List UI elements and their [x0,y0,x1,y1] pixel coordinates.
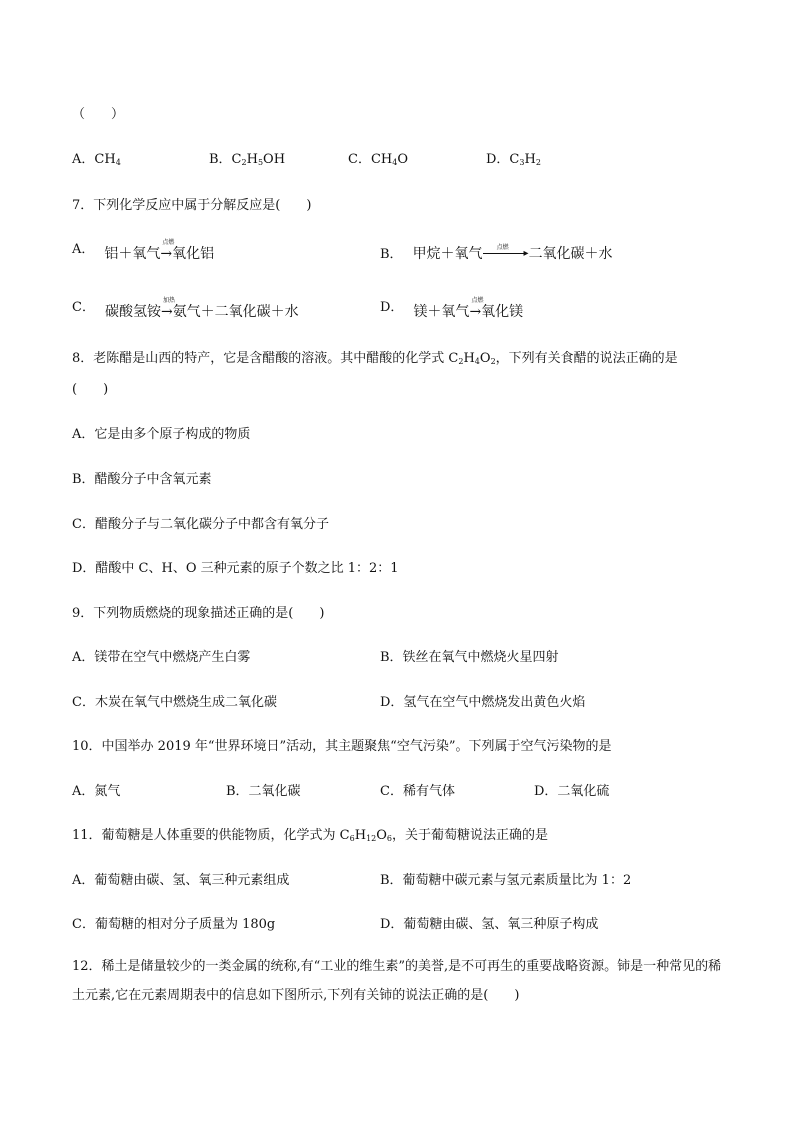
q7-option-c: C． 碳酸氢铵 加热 →氨气＋二氧化碳＋水 [72,297,299,320]
q10-option-b: B．二氧化碳 [226,784,301,799]
q8-option-d: D．醋酸中 C、H、O 三种元素的原子个数之比 1：2：1 [72,561,399,576]
q7-option-a: A． 铝＋氧气 点燃 →氧化铝 [72,239,215,262]
q11-option-d: D．葡萄糖由碳、氢、氧三种原子构成 [380,917,599,932]
q11-option-a: A．葡萄糖由碳、氢、氧三种元素组成 [72,873,290,888]
q8-stem-blank: ( ) [72,382,109,397]
q10-option-a: A．氮气 [72,784,121,799]
q7-stem: 7．下列化学反应中属于分解反应是( ) [72,198,312,213]
q11-option-c: C．葡萄糖的相对分子质量为 180g [72,917,276,932]
q7-option-b-arrow: ▸ 点燃 [483,249,529,259]
q9-option-c: C．木炭在氧气中燃烧生成二氧化碳 [72,695,277,710]
q9-stem: 9．下列物质燃烧的现象描述正确的是( ) [72,606,325,621]
q6-option-c: C．$CH_4O$ [348,152,408,167]
q8-option-b: B．醋酸分子中含氧元素 [72,472,212,487]
q10-option-d: D．二氧化硫 [534,784,610,799]
q8-option-a: A．它是由多个原子构成的物质 [72,427,251,442]
q10-stem: 10．中国举办 2019 年“世界环境日”活动，其主题聚焦“空气污染”。下列属于空气污染物的是 [72,739,612,754]
q12-stem: 12．稀土是储量较少的一类金属的统称,有“工业的维生素”的美誉,是不可再生的重要战略资源。铈是一种常见的稀土元素,它在元素周期表中的信息如下图所示,下列有关铈的说法正确的是( ) [72,959,722,1003]
q6-option-a: A．$CH_4$ [72,152,121,167]
q7-option-b-letter: B． [380,247,403,262]
q10-option-c: C．稀有气体 [380,784,455,799]
q7-option-b-condition: 点燃 [496,244,509,251]
q7-option-a-products: 氧化铝 [172,246,215,262]
q8-stem: 8．老陈醋是山西的特产，它是含醋酸的溶液。其中醋酸的化学式 $C_2H_4O_2$，下列有关食醋的说法正确的是 [72,351,678,366]
q7-option-d-products: 氧化镁 [481,304,524,320]
q7-option-d-condition: 点燃 [471,297,484,304]
q7-option-b [380,243,613,263]
q7-option-d-letter: D． [380,300,404,315]
q7-option-c-letter: C． [72,300,95,315]
q8-option-c: C．醋酸分子与二氧化碳分子中都含有氧分子 [72,517,329,532]
q11-stem: 11．葡萄糖是人体重要的供能物质，化学式为 $C_6H_{12}O_6$，关于葡萄糖说法正确的是 [72,828,549,843]
q7-option-a-condition: 点燃 [162,239,175,246]
q9-option-d: D．氢气在空气中燃烧发出黄色火焰 [380,695,586,710]
q7-option-a-letter: A． [72,242,95,257]
q7-option-b-products: 二氧化碳＋水 [528,246,613,262]
q7-option-b-reactants: 甲烷＋氧气 [412,246,483,262]
q7-option-d-reactants: 镁＋氧气 [413,304,470,320]
q9-option-b: B．铁丝在氧气中燃烧火星四射 [380,650,559,665]
q7-option-c-products: 氨气＋二氧化碳＋水 [172,304,299,320]
q11-option-b: B．葡萄糖中碳元素与氢元素质量比为 1：2 [380,873,632,888]
q6-stem-end: （ ） [72,107,125,122]
q9-option-a: A．镁带在空气中燃烧产生白雾 [72,650,251,665]
q7-option-c-condition: 加热 [162,297,175,304]
q6-option-d: D．$C_3H_2$ [486,152,541,167]
q6-option-b: B．$C_2H_5OH$ [209,152,286,167]
q7-option-a-reactants: 铝＋氧气 [104,246,161,262]
q7-option-d: D． 镁＋氧气 点燃 →氧化镁 [380,297,524,320]
q7-option-c-reactants: 碳酸氢铵 [104,304,161,320]
